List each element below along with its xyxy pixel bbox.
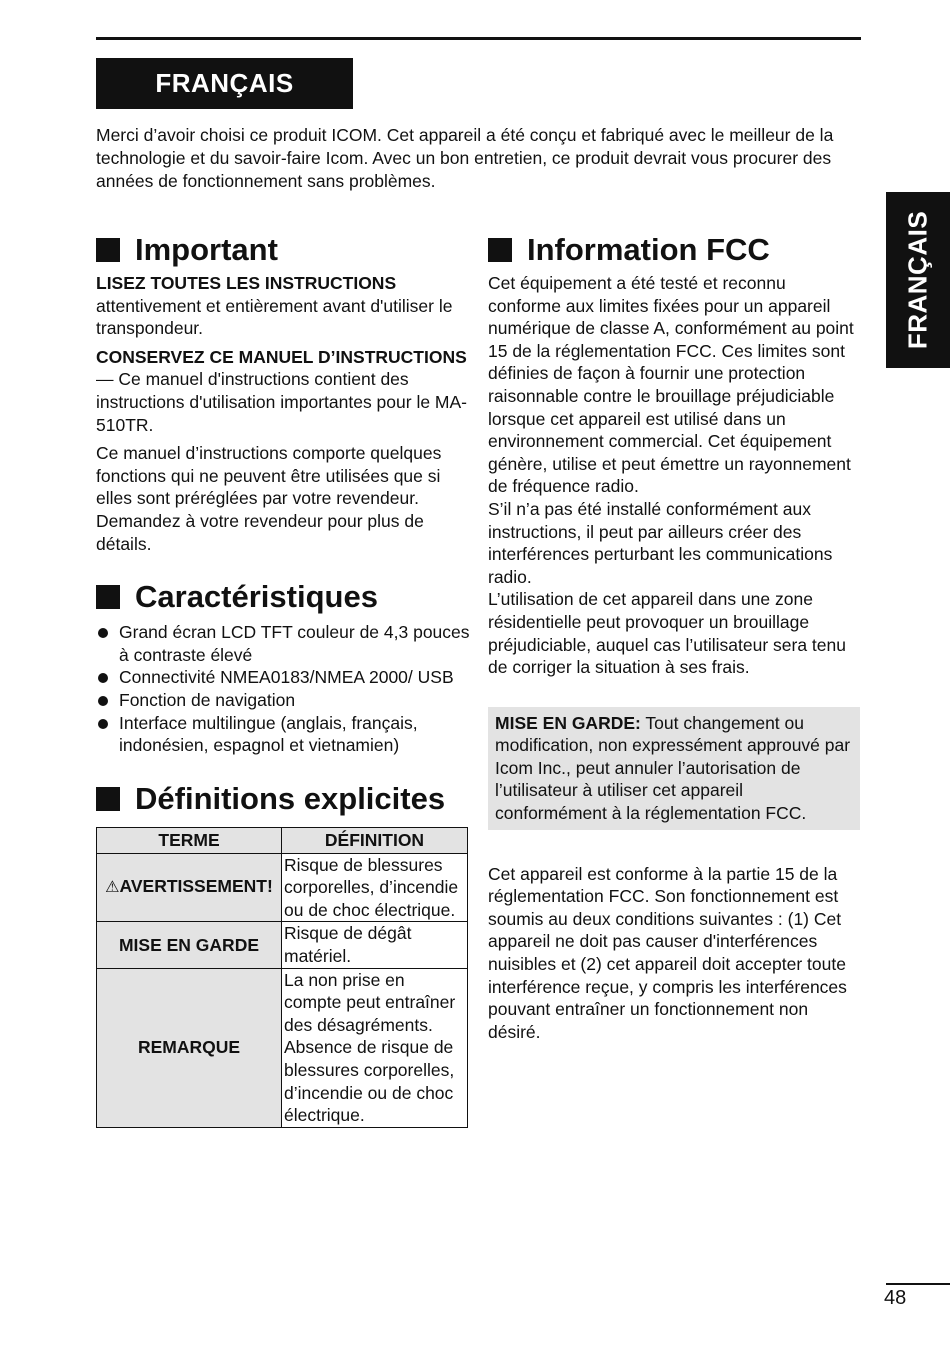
- page-number: 48: [884, 1287, 907, 1309]
- warning-triangle-icon: ⚠: [105, 879, 120, 897]
- definitions-table: [96, 827, 468, 1128]
- read-instructions-heading: LISEZ TOUTES LES INSTRUCTIONS: [96, 273, 397, 293]
- term-label: AVERTISSEMENT!: [119, 876, 273, 897]
- side-language-tab-label: FRANÇAIS: [902, 210, 933, 350]
- feature-item: Interface multilingue (anglais, français, indonésien, espagnol et vietnamien): [96, 712, 471, 757]
- dealer-note: Demandez à votre revendeur pour plus de détails.: [96, 510, 424, 554]
- table-row: [97, 853, 468, 922]
- fcc-paragraph-1: Cet équipement a été testé et reconnu conforme aux limites fixées pour un appareil numérique de classe A, conformément au point 15 de la réglementation FCC. Ces limites sont définies de façon à fournir une protection raisonnable contre le brouillage préjudiciable lorsque cet appareil est utilisé dans un environnement commercial. Cet équipement génère, utilise et peut émettre un rayonnement de fréquence radio.: [488, 273, 854, 497]
- caution-text: [495, 712, 853, 825]
- term-cell: MISE EN GARDE: [97, 922, 282, 968]
- fcc-compliance-notice: Cet appareil est conforme à la partie 15 de la réglementation FCC. Son fonctionnement est soumis au deux conditions suivantes : (1) Cet appareil ne doit pas causer d'interférences nuisibles et (2) cet appareil doit accepter toute interférence reçue, y compris les interférences pouvant entraîner un fonctionnement non désiré.: [488, 863, 847, 1042]
- definitions-section: [96, 777, 471, 1128]
- column-header-term: TERME: [97, 827, 282, 853]
- features-section: [96, 575, 471, 757]
- keep-manual-text: — Ce manuel d'instructions contient des instructions d'utilisation importantes pour le MA-510TR.: [96, 369, 468, 435]
- feature-item: Grand écran LCD TFT couleur de 4,3 pouces à contraste élevé: [96, 621, 471, 666]
- intro-paragraph: Merci d’avoir choisi ce produit ICOM. Cet appareil a été conçu et fabriqué avec le meilleur de la technologie et du savoir-faire Icom. Avec un bon entretien, ce produit devrait vous procurer des années de fonctionnement sans problèmes.: [96, 125, 834, 191]
- fcc-title: Information FCC: [527, 232, 770, 267]
- read-instructions-text: attentivement et entièrement avant d'utiliser le transpondeur.: [96, 295, 453, 339]
- caution-body: Tout changement ou modification, non expressément approuvé par Icom Inc., peut annuler l’autorisation de l’utilisateur à utiliser cet appareil conformément à la réglementation FCC.: [495, 712, 851, 824]
- preset-functions-note: Ce manuel d’instructions comporte quelques fonctions qui ne peuvent être utilisées que si elles sont préréglées par votre revendeur.: [96, 443, 442, 509]
- feature-item: Connectivité NMEA0183/NMEA 2000/ USB: [96, 666, 471, 689]
- feature-item: Fonction de navigation: [96, 689, 471, 712]
- keep-manual-heading: CONSERVEZ CE MANUEL D’INSTRUCTIONS: [96, 346, 467, 367]
- features-heading: [96, 575, 471, 619]
- important-title: Important: [135, 232, 278, 267]
- fcc-heading: [488, 228, 860, 272]
- right-column: [488, 228, 860, 1043]
- caution-label: MISE EN GARDE:: [495, 712, 641, 733]
- table-header-row: [97, 827, 468, 853]
- definition-cell: La non prise en compte peut entraîner des désagréments. Absence de risque de blessures corporelles, d’incendie ou de choc électrique.: [282, 968, 468, 1127]
- definition-cell: Risque de dégât matériel.: [282, 922, 468, 968]
- term-cell: REMARQUE: [97, 968, 282, 1127]
- square-bullet-icon: [488, 238, 512, 262]
- left-column: [96, 228, 471, 1128]
- fcc-paragraph-2: S’il n’a pas été installé conformément aux instructions, il peut par ailleurs créer des interférences perturbant les communications radio.: [488, 498, 833, 587]
- features-title: Caractéristiques: [135, 579, 378, 615]
- definitions-heading: [96, 777, 471, 821]
- table-row: [97, 968, 468, 1127]
- column-header-definition: DÉFINITION: [282, 827, 468, 853]
- square-bullet-icon: [96, 238, 120, 262]
- fcc-paragraph-3: L’utilisation de cet appareil dans une zone résidentielle peut provoquer un brouillage préjudiciable, auquel cas l’utilisateur sera tenu de corriger la situation à ses frais.: [488, 589, 846, 678]
- language-header: FRANÇAIS: [96, 58, 353, 109]
- definition-cell: Risque de blessures corporelles, d’incendie ou de choc électrique.: [282, 853, 468, 922]
- important-heading: [96, 228, 471, 272]
- side-language-tab: [886, 192, 950, 368]
- table-row: [97, 922, 468, 968]
- caution-box: [488, 707, 860, 830]
- fcc-section: [488, 228, 860, 1043]
- features-list: [96, 621, 471, 757]
- important-section: [96, 228, 471, 555]
- top-rule: [96, 37, 861, 40]
- definitions-title: Définitions explicites: [135, 780, 446, 816]
- square-bullet-icon: [96, 787, 120, 811]
- square-bullet-icon: [96, 585, 120, 609]
- keep-manual-paragraph: [96, 346, 471, 436]
- page-number-rule: [886, 1283, 950, 1285]
- term-cell: [97, 853, 282, 922]
